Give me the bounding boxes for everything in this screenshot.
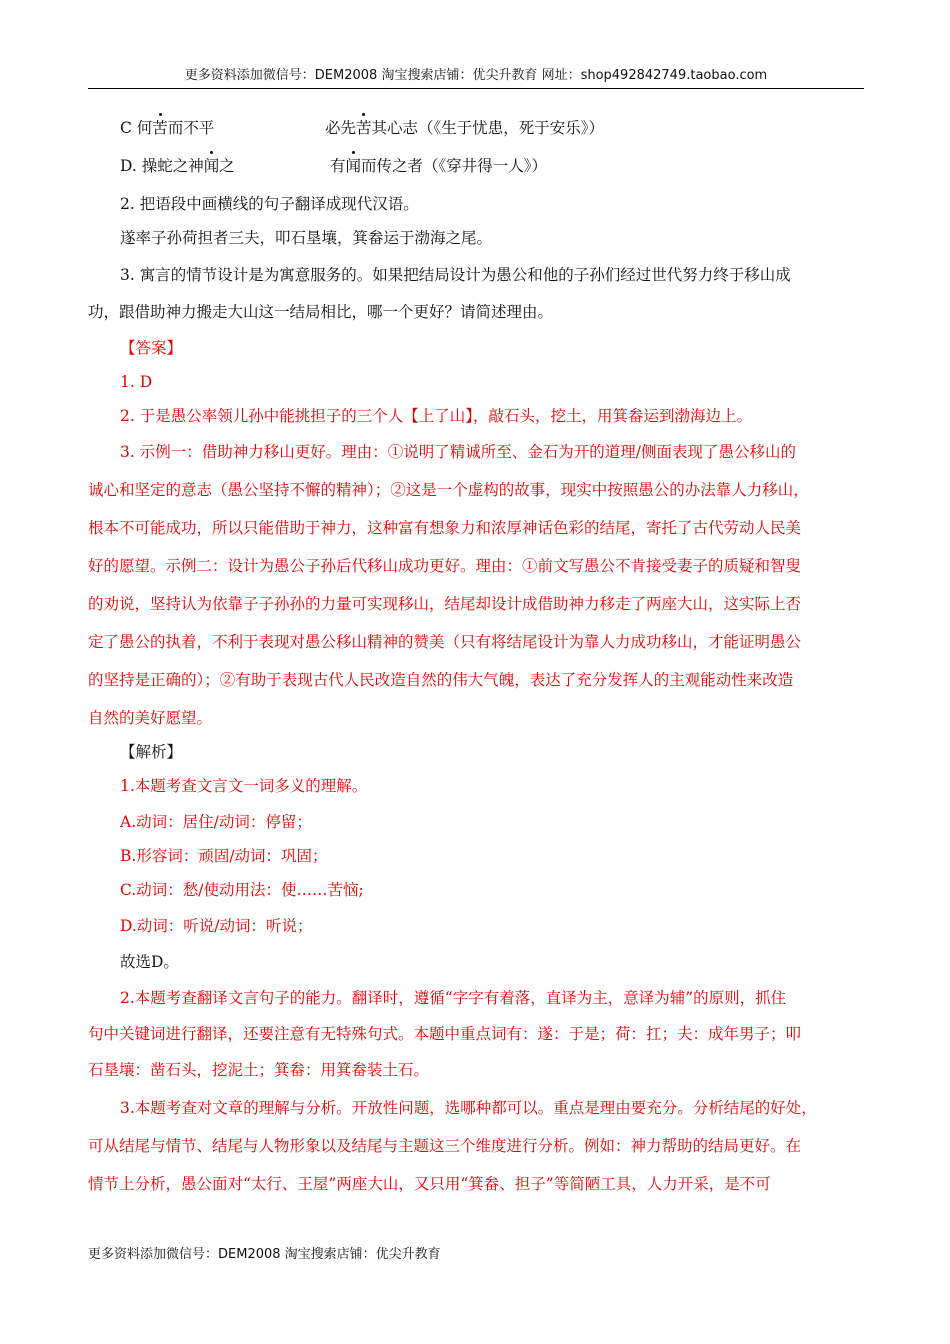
option-c-left: C 何苦而不平 [120, 119, 215, 137]
answer-title: 【答案】 [120, 339, 183, 357]
page-header: 更多资料添加微信号：DEM2008 淘宝搜索店铺：优尖升教育 网址：shop492842749.taobao.com [88, 66, 864, 89]
option-c-right: 必先苦其心志（《生于忧患，死于安乐》） [325, 119, 605, 137]
analysis-3-line: 可从结尾与情节、结尾与人物形象以及结尾与主题这三个维度进行分析。例如：神力帮助的结局更好。在 [88, 1137, 802, 1155]
answer-3-line: 定了愚公的执着，不利于表现对愚公移山精神的赞美（只有将结尾设计为靠人力成功移山，才能证明愚公 [88, 633, 802, 651]
analysis-1: 1.本题考查文言文一词多义的理解。 [120, 777, 368, 795]
analysis-3-line: 3.本题考查对文章的理解与分析。开放性问题，选哪种都可以。重点是理由要充分。分析结尾的好处， [120, 1099, 817, 1117]
answer-3-line: 3. 示例一：借助神力移山更好。理由：①说明了精诚所至、金石为开的道理/侧面表现了愚公移山的 [120, 443, 796, 461]
question-2: 2. 把语段中画横线的句子翻译成现代汉语。 [120, 195, 419, 213]
answer-3-line: 的劝说，坚持认为依靠子子孙孙的力量可实现移山，结尾却设计成借助神力移走了两座大山，这实际上否 [88, 595, 802, 613]
answer-3-line: 根本不可能成功，所以只能借助于神力，这种富有想象力和浓厚神话色彩的结尾，寄托了古代劳动人民美 [88, 519, 802, 537]
analysis-1-selection: 故选D。 [120, 953, 179, 971]
analysis-1-b: B.形容词：顽固/动词：巩固； [120, 847, 328, 865]
question-3-line-1: 3. 寓言的情节设计是为寓意服务的。如果把结局设计为愚公和他的子孙们经过世代努力终于移山成 [120, 266, 791, 284]
analysis-2-line: 句中关键词进行翻译，还要注意有无特殊句式。本题中重点词有：遂：于是；荷：扛；夫：成年男子；叩 [88, 1025, 802, 1043]
analysis-2-line: 石垦壤：凿石头，挖泥土；箕畚：用箕畚装土石。 [88, 1061, 430, 1079]
analysis-1-a: A.动词：居住/动词：停留； [120, 813, 312, 831]
option-d-left: D. 操蛇之神闻之 [120, 157, 235, 175]
answer-1: 1. D [120, 373, 153, 391]
analysis-1-d: D.动词：听说/动词：听说； [120, 917, 313, 935]
analysis-2-line: 2.本题考查翻译文言句子的能力。翻译时，遵循“字字有着落，直译为主，意译为辅”的原则，抓住 [120, 989, 787, 1007]
question-2-sentence: 遂率子孙荷担者三夫，叩石垦壤，箕畚运于渤海之尾。 [120, 229, 493, 247]
analysis-3-line: 情节上分析，愚公面对“太行、王屋”两座大山，又只用“箕畚、担子”等简陋工具，人力开采，是不可 [88, 1175, 771, 1193]
answer-3-line: 自然的美好愿望。 [88, 709, 213, 727]
answer-3-line: 的坚持是正确的）；②有助于表现古代人民改造自然的伟大气魄，表达了充分发挥人的主观能动性来改造 [88, 671, 794, 689]
page-footer: 更多资料添加微信号：DEM2008 淘宝搜索店铺：优尖升教育 [88, 1247, 441, 1262]
option-d-right: 有闻而传之者（《穿井得一人》） [330, 157, 548, 175]
analysis-title: 【解析】 [120, 743, 183, 761]
analysis-1-c: C.动词：愁/使动用法：使……苦恼; [120, 881, 364, 899]
answer-2: 2. 于是愚公率领儿孙中能挑担子的三个人【上了山】，敲石头，挖土，用箕畚运到渤海边上。 [120, 407, 752, 425]
question-3-line-2: 功，跟借助神力搬走大山这一结局相比，哪一个更好？请简述理由。 [88, 303, 554, 321]
answer-3-line: 诚心和坚定的意志（愚公坚持不懈的精神）；②这是一个虚构的故事，现实中按照愚公的办法靠人力移山， [88, 481, 809, 499]
answer-3-line: 好的愿望。示例二：设计为愚公子孙后代移山成功更好。理由：①前文写愚公不肯接受妻子的质疑和智叟 [88, 557, 802, 575]
